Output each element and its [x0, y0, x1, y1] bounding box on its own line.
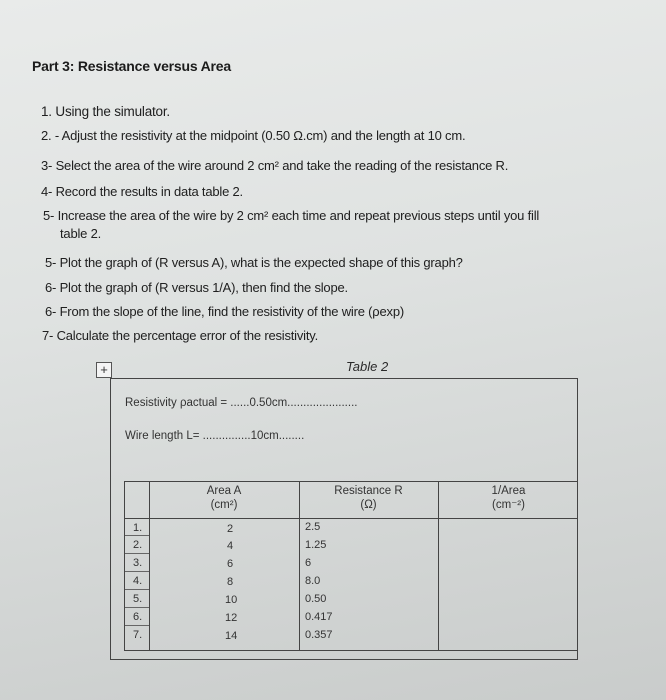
resistance-value: 0.50	[305, 593, 327, 605]
area-value: 14	[225, 630, 238, 642]
row-index: 5.	[133, 593, 143, 605]
table-caption: Table 2	[346, 359, 389, 374]
instruction-item: 5- Increase the area of the wire by 2 cm² each time and repeat previous steps until you fill	[43, 208, 540, 223]
header-area-label: Area A	[206, 485, 242, 497]
area-value: 6	[227, 558, 234, 570]
row-index: 7.	[133, 629, 143, 641]
row-index: 6.	[133, 611, 143, 623]
header-inverse-area	[438, 484, 579, 512]
row-line	[125, 553, 149, 554]
instruction-item: 3- Select the area of the wire around 2 cm² and take the reading of the resistance R.	[41, 158, 509, 173]
header-resistance-label: Resistance R	[334, 485, 403, 497]
row-index: 3.	[133, 557, 143, 569]
instruction-item: 6- Plot the graph of (R versus 1/A), then find the slope.	[45, 280, 348, 295]
header-resistance	[299, 484, 438, 512]
row-index: 2.	[133, 539, 143, 551]
row-line	[125, 571, 149, 572]
area-value: 4	[227, 540, 234, 552]
resistance-value: 8.0	[305, 575, 321, 587]
area-value: 12	[225, 612, 238, 624]
instruction-item: 5- Plot the graph of (R versus A), what is the expected shape of this graph?	[45, 255, 463, 270]
resistance-value: 0.417	[305, 611, 333, 623]
row-line	[125, 625, 149, 626]
instruction-item: 2. - Adjust the resistivity at the midpoint (0.50 Ω.cm) and the length at 10 cm.	[41, 128, 466, 143]
resistance-value: 6	[305, 557, 312, 569]
row-index: 1.	[133, 522, 143, 534]
wire-length-line: Wire length L= ...............10cm........	[125, 430, 305, 442]
resistance-value: 0.357	[305, 629, 333, 641]
area-value: 10	[225, 594, 238, 606]
row-index: 4.	[133, 575, 143, 587]
instruction-item: 1. Using the simulator.	[41, 104, 170, 119]
instruction-item: 4- Record the results in data table 2.	[41, 184, 243, 199]
area-value: 2	[227, 523, 234, 535]
data-table	[124, 481, 578, 651]
area-value: 8	[227, 576, 234, 588]
part-title: Part 3: Resistance versus Area	[32, 58, 231, 74]
resistance-value: 1.25	[305, 539, 327, 551]
header-area	[149, 484, 299, 512]
header-inverse-area-unit: (cm⁻²)	[492, 499, 525, 511]
row-line	[125, 607, 149, 608]
instruction-item: 7- Calculate the percentage error of the resistivity.	[42, 328, 319, 343]
header-divider	[125, 518, 577, 519]
resistance-value: 2.5	[305, 521, 321, 533]
table-move-handle[interactable]: +	[96, 362, 112, 378]
row-line	[125, 589, 149, 590]
header-resistance-unit: (Ω)	[360, 499, 377, 511]
instruction-item: 6- From the slope of the line, find the resistivity of the wire (ρexp)	[45, 304, 404, 319]
resistivity-line: Resistivity ρactual = ......0.50cm......................	[125, 397, 358, 409]
header-area-unit: (cm²)	[210, 499, 238, 511]
row-line	[125, 535, 149, 536]
instruction-item: table 2.	[60, 226, 102, 241]
header-inverse-area-label: 1/Area	[491, 485, 526, 497]
